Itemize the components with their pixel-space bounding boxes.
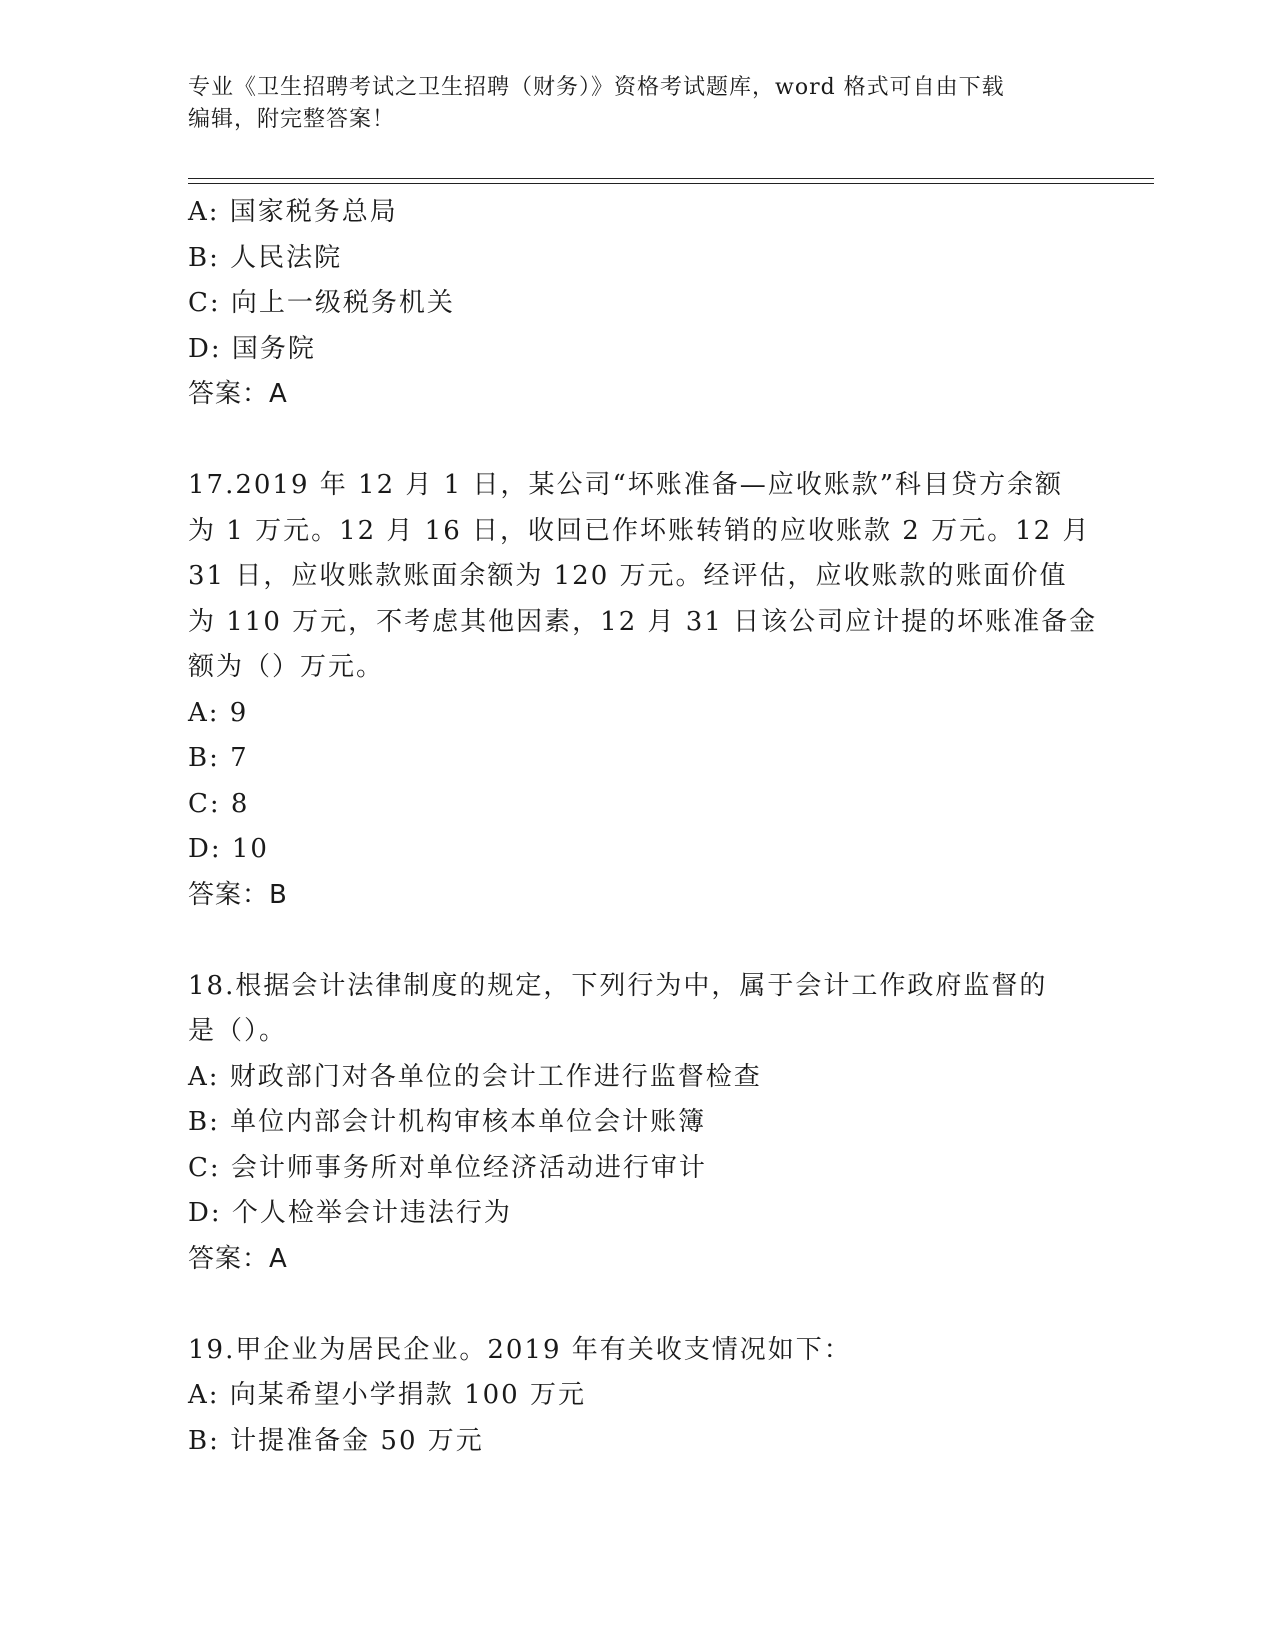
option-d: D: 10 — [188, 834, 269, 864]
answer: 答案：B — [188, 879, 288, 910]
question-content — [188, 190, 1098, 1464]
option-a: A: 国家税务总局 — [188, 197, 398, 227]
option-c: C: 向上一级税务机关 — [188, 288, 455, 318]
question-text-line: 是（）。 — [188, 1016, 288, 1046]
spacer — [188, 1282, 1088, 1328]
option-a: A: 财政部门对各单位的会计工作进行监督检查 — [188, 1061, 762, 1092]
spacer — [188, 918, 1088, 964]
option-a: A: 向某希望小学捐款 100 万元 — [188, 1380, 586, 1410]
option-a: A: 9 — [188, 697, 249, 728]
option-d: D: 国务院 — [188, 333, 316, 364]
option-b: B: 计提准备金 50 万元 — [188, 1425, 484, 1456]
question-text-line: 19.甲企业为居民企业。2019 年有关收支情况如下： — [188, 1334, 852, 1365]
option-b: B: 人民法院 — [188, 242, 343, 273]
question-text-line: 额为（）万元。 — [188, 652, 385, 682]
header-rule-top — [188, 178, 1154, 179]
header-rule-bottom — [188, 183, 1154, 184]
option-c: C: 8 — [188, 788, 250, 819]
question-text-line: 为 110 万元，不考虑其他因素，12 月 31 日该公司应计提的坏账准备金 — [188, 606, 1098, 637]
question-text — [188, 463, 1098, 691]
question-text-line: 17.2019 年 12 月 1 日，某公司“坏账准备—应收账款”科目贷方余额 — [188, 470, 1064, 500]
question-text-line: 为 1 万元。12 月 16 日，收回已作坏账转销的应收账款 2 万元。12 月 — [188, 515, 1091, 546]
option-d: D: 个人检举会计违法行为 — [188, 1198, 512, 1228]
header-line-2: 编辑，附完整答案！ — [188, 107, 396, 132]
question-text — [188, 964, 1088, 1055]
question-19 — [188, 1328, 1088, 1465]
option-b: B: 7 — [188, 743, 249, 773]
option-c: C: 会计师事务所对单位经济活动进行审计 — [188, 1152, 707, 1183]
question-18 — [188, 964, 1088, 1283]
answer: 答案：A — [188, 1243, 288, 1274]
question-text-line: 18.根据会计法律制度的规定，下列行为中，属于会计工作政府监督的 — [188, 970, 1048, 1001]
document-header — [188, 72, 1068, 136]
spacer — [188, 418, 1088, 464]
question-16 — [188, 190, 1088, 418]
header-line-1: 专业《卫生招聘考试之卫生招聘（财务）》资格考试题库，word 格式可自由下载 — [188, 75, 1005, 100]
question-17 — [188, 463, 1098, 918]
answer: 答案：A — [188, 379, 288, 409]
question-text — [188, 1328, 1088, 1374]
question-text-line: 31 日，应收账款账面余额为 120 万元。经评估，应收账款的账面价值 — [188, 561, 1068, 591]
option-b: B: 单位内部会计机构审核本单位会计账簿 — [188, 1107, 707, 1137]
